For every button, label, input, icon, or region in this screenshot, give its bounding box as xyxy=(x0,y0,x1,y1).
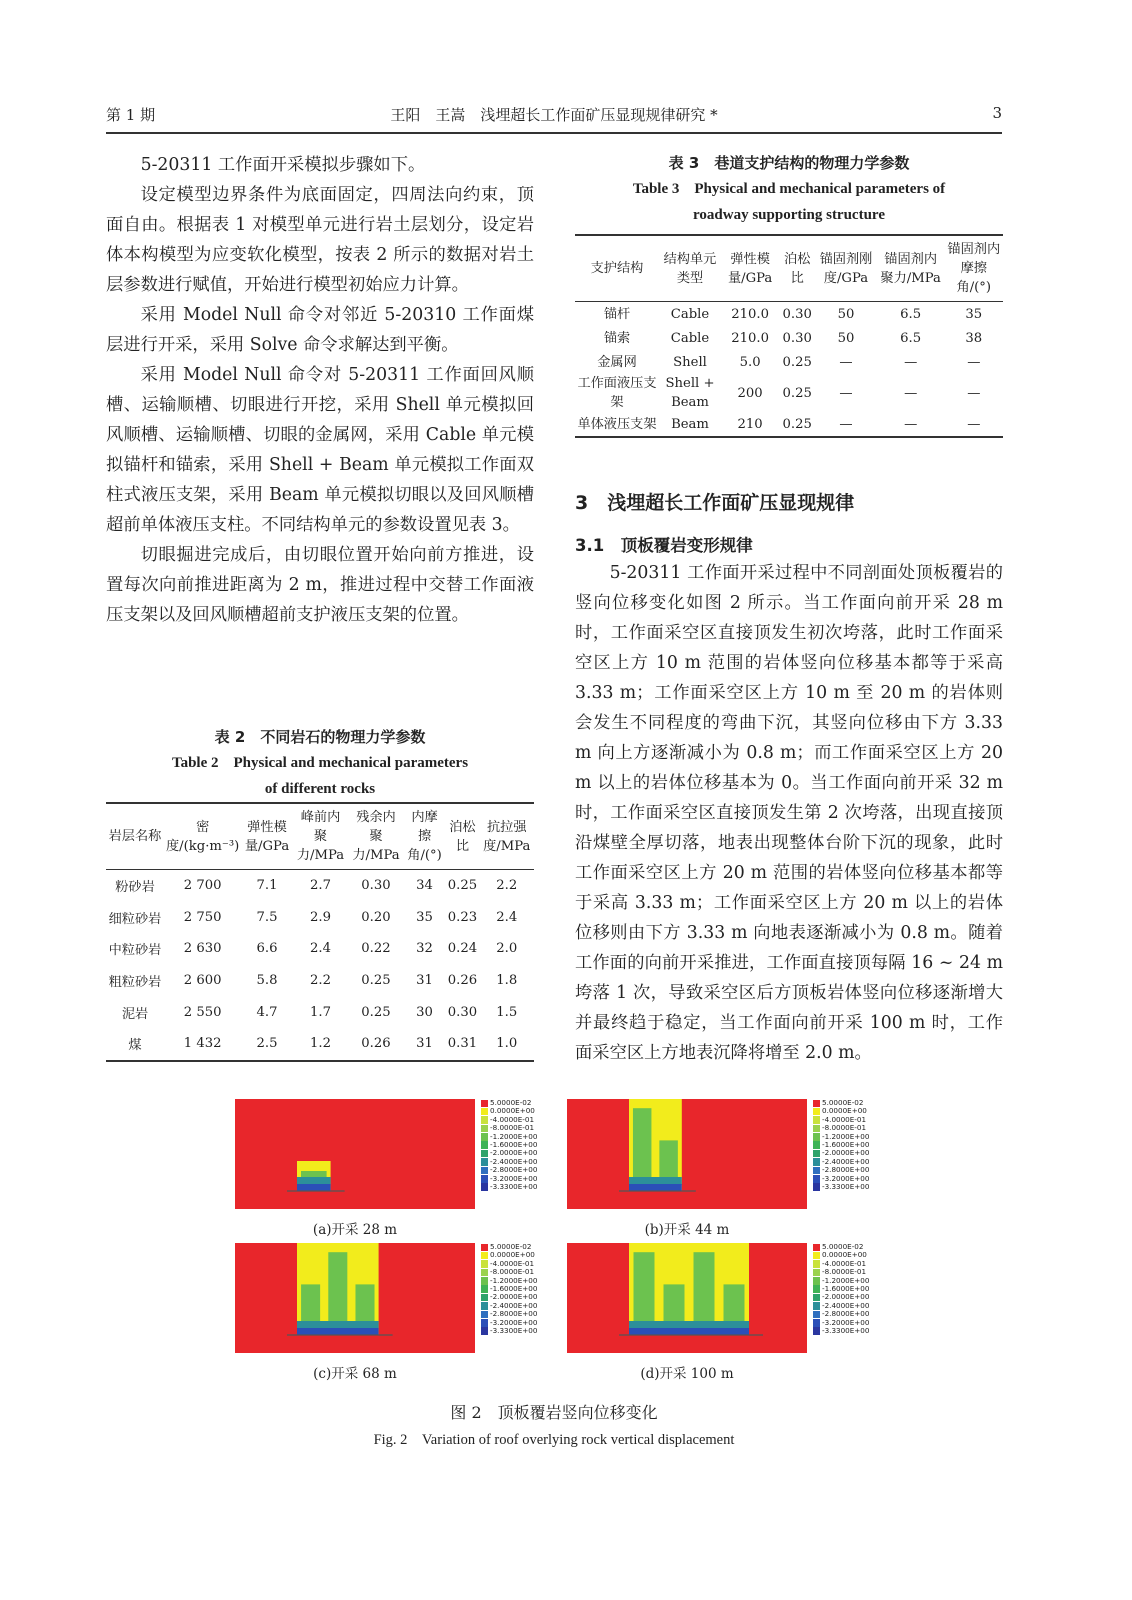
table-cell: — xyxy=(815,412,877,437)
table-cell: 210.0 xyxy=(731,330,769,346)
table-cell: — xyxy=(945,412,1003,437)
legend-value: -3.3300E+00 xyxy=(490,1181,538,1191)
table-header-cell: 密度/(kg·m⁻³) xyxy=(164,803,241,870)
table-cell: 0.30 xyxy=(782,306,812,322)
table-cell: 1.2 xyxy=(293,1028,348,1061)
legend-value: -4.0000E-01 xyxy=(822,1114,867,1124)
left-column-text xyxy=(106,150,534,630)
table-cell: 0.30 xyxy=(361,878,391,894)
table-cell: 32 xyxy=(416,941,433,957)
legend-value: -2.4000E+00 xyxy=(490,1300,538,1310)
legend-swatch xyxy=(813,1141,820,1149)
table-cell: — xyxy=(877,412,945,437)
table-cell: 2.2 xyxy=(496,878,518,894)
table-row xyxy=(575,374,1003,412)
table-row xyxy=(106,933,534,965)
legend-value: -8.0000E-01 xyxy=(490,1123,535,1133)
table-cell: 2.9 xyxy=(310,909,331,925)
legend-value: -2.0000E+00 xyxy=(822,1148,870,1158)
legend-value: -1.6000E+00 xyxy=(822,1139,870,1149)
color-legend xyxy=(813,1099,875,1209)
paragraph: 采用 Model Null 命令对邻近 5-20310 工作面煤层进行开采，采用 Solve 命令求解达到平衡。 xyxy=(106,305,534,355)
table-cell: 34 xyxy=(416,878,433,894)
legend-swatch xyxy=(813,1150,820,1158)
table-3 xyxy=(575,150,1003,438)
contour-plot xyxy=(567,1099,807,1209)
legend-value: 0.0000E+00 xyxy=(822,1250,867,1260)
legend-value: -8.0000E-01 xyxy=(822,1123,867,1133)
legend-swatch xyxy=(481,1141,488,1149)
legend-value: -4.0000E-01 xyxy=(490,1114,535,1124)
color-legend xyxy=(481,1099,543,1209)
table-cell: 5.8 xyxy=(256,973,278,989)
legend-value: -2.0000E+00 xyxy=(490,1292,538,1302)
table-cell: 6.5 xyxy=(900,330,922,346)
legend-value: -1.2000E+00 xyxy=(490,1131,538,1141)
table-cell: Beam xyxy=(659,412,721,437)
table-cell: 粉砂岩 xyxy=(115,880,155,896)
legend-value: -2.8000E+00 xyxy=(490,1309,538,1319)
table-3-caption: 表 3 巷道支护结构的物理力学参数 Table 3 Physical and mechanical parameters of roadway supporting structure xyxy=(632,154,946,223)
table-cell: 30 xyxy=(416,1004,433,1020)
table-cell: 0.26 xyxy=(447,973,478,989)
legend-swatch xyxy=(813,1167,820,1175)
header-rule xyxy=(106,132,1002,134)
subsection-title: 3.1 顶板覆岩变形规律 xyxy=(575,536,753,555)
table-cell: 2 700 xyxy=(183,878,222,894)
table-cell: 50 xyxy=(837,330,855,346)
table-row xyxy=(575,302,1003,327)
color-legend xyxy=(813,1243,875,1353)
table-cell: 单体液压支架 xyxy=(575,412,659,437)
legend-value: -1.2000E+00 xyxy=(822,1131,870,1141)
table-cell: 31 xyxy=(404,1028,446,1061)
table-cell: 2.2 xyxy=(310,973,331,989)
table-cell: 2 550 xyxy=(183,1004,222,1020)
legend-value: -3.3300E+00 xyxy=(822,1181,870,1191)
paragraph: 切眼掘进完成后，由切眼位置开始向前方推进，设置每次向前推进距离为 2 m，推进过程中交替工作面液压支架以及回风顺槽超前支护液压支架的位置。 xyxy=(106,545,534,625)
legend-value: -2.4000E+00 xyxy=(822,1300,870,1310)
table-row xyxy=(106,996,534,1028)
table-cell: 0.30 xyxy=(782,330,812,346)
table-cell: — xyxy=(904,385,918,401)
table-cell: 0.25 xyxy=(782,385,812,401)
legend-swatch xyxy=(813,1244,820,1252)
table-cell: 210 xyxy=(721,412,779,437)
table-cell: 35 xyxy=(965,306,983,322)
legend-value: -3.2000E+00 xyxy=(822,1173,870,1183)
table-cell: 1 432 xyxy=(164,1028,241,1061)
table-cell: 0.25 xyxy=(779,412,815,437)
table-2 xyxy=(106,724,534,1062)
legend-value: -4.0000E-01 xyxy=(822,1258,867,1268)
legend-value: -2.8000E+00 xyxy=(822,1309,870,1319)
table-cell: 2.4 xyxy=(496,909,518,925)
table-cell: 35 xyxy=(416,909,433,925)
table-cell: Shell xyxy=(673,354,707,370)
table-row xyxy=(575,350,1003,374)
table-cell: 0.22 xyxy=(361,941,391,957)
table-cell: 2.5 xyxy=(241,1028,292,1061)
legend-swatch xyxy=(481,1319,488,1327)
contour-plot xyxy=(235,1099,475,1209)
table-cell: 煤 xyxy=(106,1028,164,1061)
legend-swatch xyxy=(481,1294,488,1302)
legend-swatch xyxy=(481,1125,488,1133)
table-header-cell: 结构单元类型 xyxy=(659,235,721,302)
legend-swatch xyxy=(481,1133,488,1141)
table-cell: — xyxy=(839,385,853,401)
table-cell: 2.7 xyxy=(310,878,331,894)
table-3-grid xyxy=(575,234,1003,438)
section-title: 3 浅埋超长工作面矿压显现规律 xyxy=(575,492,855,514)
table-cell: 2 630 xyxy=(183,941,222,957)
contour-panel xyxy=(235,1099,475,1209)
legend-swatch xyxy=(481,1327,488,1335)
legend-swatch xyxy=(813,1327,820,1335)
table-cell: 7.5 xyxy=(256,909,278,925)
table-header-cell: 锚固剂内摩擦角/(°) xyxy=(945,235,1003,302)
legend-value: -4.0000E-01 xyxy=(490,1258,535,1268)
legend-swatch xyxy=(813,1175,820,1183)
legend-swatch xyxy=(813,1100,820,1108)
table-cell: 2.0 xyxy=(496,941,518,957)
table-row xyxy=(575,412,1003,437)
legend-swatch xyxy=(813,1277,820,1285)
legend-swatch xyxy=(813,1133,820,1141)
legend-swatch xyxy=(481,1302,488,1310)
table-cell: 工作面液压支架 xyxy=(577,376,657,410)
legend-swatch xyxy=(813,1311,820,1319)
panel-caption: (b)开采 44 m xyxy=(644,1222,730,1238)
legend-swatch xyxy=(813,1269,820,1277)
table-cell: 0.24 xyxy=(447,941,478,957)
table-row xyxy=(106,870,534,902)
table-cell: 50 xyxy=(837,306,855,322)
table-cell: 210.0 xyxy=(731,306,769,322)
table-cell: — xyxy=(904,354,918,370)
table-header-cell: 弹性模量/GPa xyxy=(241,803,292,870)
legend-value: -3.2000E+00 xyxy=(490,1173,538,1183)
legend-swatch xyxy=(481,1277,488,1285)
table-cell: — xyxy=(967,385,981,401)
table-cell: 1.8 xyxy=(496,973,518,989)
legend-value: -8.0000E-01 xyxy=(822,1267,867,1277)
table-cell: 6.6 xyxy=(256,941,278,957)
paragraph: 5-20311 工作面开采过程中不同剖面处顶板覆岩的竖向位移变化如图 2 所示。当工作面向前开采 28 m 时，工作面采空区直接顶发生初次垮落，此时工作面采空区上方 10 m 范围的岩体竖向位移基本都等于采高 3.33 m；工作面采空区上方 10 m 至 20 m 的岩体则会发生不同程度的弯曲下沉，其竖向位移由下方 3.33 m 向上方逐渐减小为 0.8 m；而工作面采空区上方 20 m 以上的岩体位移基本为 0。当工作面向前开采 32 m 时，工作面采空区直接顶发生第 2 次垮落，出现直接顶沿煤壁全厚切落，地表出现整体台阶下沉的现象，此时工作面采空区上方 20 m 范围的岩体竖向位移基本都等于采高 3.33 m；工作面采空区上方 20 m 以上的岩体位移则由下方 3.33 m 向地表逐渐减小为 0.8 m。随着工作面的向前开采推进，工作面直接顶每隔 16 ~ 24 m 垮落 1 次，导致采空区后方顶板岩体竖向位移逐渐增大并最终趋于稳定，当工作面向前开采 100 m 时，工作面采空区上方地表沉降将增至 2.0 m。 xyxy=(575,563,1003,1063)
table-cell: 0.30 xyxy=(447,1004,478,1020)
legend-value: -1.6000E+00 xyxy=(822,1283,870,1293)
legend-value: 5.0000E-02 xyxy=(822,1098,864,1107)
legend-swatch xyxy=(481,1100,488,1108)
table-cell: 细粒砂岩 xyxy=(108,911,162,927)
table-cell: 泥岩 xyxy=(121,1006,149,1022)
legend-swatch xyxy=(813,1260,820,1268)
table-cell: — xyxy=(839,354,853,370)
table-cell: 中粒砂岩 xyxy=(108,943,162,959)
legend-entry xyxy=(813,1327,875,1335)
legend-value: -3.2000E+00 xyxy=(490,1317,538,1327)
legend-value: -1.6000E+00 xyxy=(490,1283,538,1293)
table-cell: — xyxy=(967,354,981,370)
legend-entry xyxy=(813,1183,875,1191)
legend-swatch xyxy=(813,1252,820,1260)
legend-swatch xyxy=(481,1167,488,1175)
table-cell: 锚杆 xyxy=(603,306,631,322)
legend-value: -1.6000E+00 xyxy=(490,1139,538,1149)
table-cell: 2.4 xyxy=(310,941,331,957)
legend-value: -8.0000E-01 xyxy=(490,1267,535,1277)
paragraph: 设定模型边界条件为底面固定，四周法向约束，顶面自由。根据表 1 对模型单元进行岩土层划分，设定岩体本构模型为应变软化模型，按表 2 所示的数据对岩土层参数进行赋值，开始进行模型初始应力计算。 xyxy=(106,185,534,295)
table-header-cell: 泊松比 xyxy=(779,235,815,302)
table-cell: Cable xyxy=(670,306,710,322)
legend-entry xyxy=(481,1327,543,1335)
contour-panel xyxy=(567,1099,807,1209)
table-header-cell: 泊松比 xyxy=(445,803,479,870)
contour-panel xyxy=(567,1243,807,1353)
table-cell: 200 xyxy=(737,385,763,401)
table-cell: 4.7 xyxy=(256,1004,278,1020)
legend-swatch xyxy=(481,1116,488,1124)
table-cell: 0.25 xyxy=(782,354,812,370)
legend-value: -2.8000E+00 xyxy=(490,1165,538,1175)
legend-value: 0.0000E+00 xyxy=(490,1106,535,1116)
legend-swatch xyxy=(481,1252,488,1260)
color-legend xyxy=(481,1243,543,1353)
issue-label: 第 1 期 xyxy=(106,106,156,124)
legend-value: -2.4000E+00 xyxy=(822,1156,870,1166)
table-cell: 38 xyxy=(965,330,983,346)
legend-swatch xyxy=(481,1158,488,1166)
legend-value: -1.2000E+00 xyxy=(822,1275,870,1285)
legend-swatch xyxy=(481,1285,488,1293)
panel-caption: (c)开采 68 m xyxy=(313,1366,397,1382)
contour-panel xyxy=(235,1243,475,1353)
legend-swatch xyxy=(813,1116,820,1124)
page-header xyxy=(106,104,1002,128)
table-cell: 1.5 xyxy=(496,1004,518,1020)
table-cell: 1.0 xyxy=(480,1028,534,1061)
legend-value: -3.2000E+00 xyxy=(822,1317,870,1327)
legend-value: 5.0000E-02 xyxy=(490,1242,532,1251)
legend-swatch xyxy=(481,1150,488,1158)
legend-value: 0.0000E+00 xyxy=(490,1250,535,1260)
table-cell: 粗粒砂岩 xyxy=(108,975,162,991)
legend-swatch xyxy=(813,1125,820,1133)
table-header-cell: 抗拉强度/MPa xyxy=(480,803,534,870)
legend-value: -2.0000E+00 xyxy=(822,1292,870,1302)
legend-entry xyxy=(481,1183,543,1191)
legend-swatch xyxy=(813,1294,820,1302)
legend-swatch xyxy=(481,1108,488,1116)
table-header-cell: 支护结构 xyxy=(575,235,659,302)
table-header-cell: 峰前内聚力/MPa xyxy=(293,803,348,870)
legend-value: 5.0000E-02 xyxy=(822,1242,864,1251)
table-row xyxy=(106,965,534,997)
contour-plot xyxy=(567,1243,807,1353)
legend-swatch xyxy=(813,1108,820,1116)
table-cell: 金属网 xyxy=(597,354,637,370)
legend-swatch xyxy=(481,1183,488,1191)
table-cell: 0.31 xyxy=(445,1028,479,1061)
table-header-cell: 弹性模量/GPa xyxy=(721,235,779,302)
table-cell: 0.23 xyxy=(447,909,478,925)
legend-swatch xyxy=(813,1158,820,1166)
legend-swatch xyxy=(813,1285,820,1293)
legend-swatch xyxy=(481,1175,488,1183)
table-row xyxy=(575,326,1003,350)
table-header-cell: 内摩擦角/(°) xyxy=(404,803,446,870)
table-row xyxy=(106,902,534,934)
legend-value: -2.0000E+00 xyxy=(490,1148,538,1158)
table-cell: 0.25 xyxy=(361,973,391,989)
table-header-cell: 岩层名称 xyxy=(106,803,164,870)
table-cell: 0.26 xyxy=(348,1028,403,1061)
table-row xyxy=(106,1028,534,1061)
table-cell: 锚索 xyxy=(603,330,631,346)
contour-plot xyxy=(235,1243,475,1353)
table-cell: 6.5 xyxy=(900,306,922,322)
table-cell: 5.0 xyxy=(739,354,761,370)
legend-swatch xyxy=(813,1319,820,1327)
table-cell: 0.25 xyxy=(447,878,478,894)
legend-swatch xyxy=(481,1269,488,1277)
figure-caption-en: Fig. 2 Variation of roof overlying rock vertical displacement xyxy=(373,1432,735,1448)
legend-value: 0.0000E+00 xyxy=(822,1106,867,1116)
table-header-cell: 锚固剂内聚力/MPa xyxy=(877,235,945,302)
table-2-caption: 表 2 不同岩石的物理力学参数 Table 2 Physical and mechanical parameters of different rocks xyxy=(171,728,469,797)
table-2-grid xyxy=(106,802,534,1062)
right-column-text xyxy=(575,558,1003,1068)
legend-value: -2.4000E+00 xyxy=(490,1156,538,1166)
legend-value: 5.0000E-02 xyxy=(490,1098,532,1107)
table-cell: 1.7 xyxy=(310,1004,331,1020)
panel-caption: (d)开采 100 m xyxy=(640,1366,734,1382)
table-header-cell: 残余内聚力/MPa xyxy=(348,803,403,870)
table-cell: 2 600 xyxy=(183,973,222,989)
legend-value: -3.3300E+00 xyxy=(822,1325,870,1335)
paragraph: 采用 Model Null 命令对 5-20311 工作面回风顺槽、运输顺槽、切眼进行开挖，采用 Shell 单元模拟回风顺槽、运输顺槽、切眼的金属网，采用 Cable 单元模拟锚杆和锚索，采用 Shell + Beam 单元模拟工作面双柱式液压支架，采用 Beam 单元模拟切眼以及回风顺槽超前单体液压支柱。不同结构单元的参数设置见表 3。 xyxy=(106,365,534,535)
legend-value: -3.3300E+00 xyxy=(490,1325,538,1335)
running-title: 王阳 王嵩 浅埋超长工作面矿压显现规律研究 * xyxy=(390,106,718,124)
paragraph: 5-20311 工作面开采模拟步骤如下。 xyxy=(140,155,426,175)
table-cell: 0.20 xyxy=(361,909,391,925)
table-cell: Shell + Beam xyxy=(665,376,715,410)
table-cell: Cable xyxy=(670,330,710,346)
legend-value: -1.2000E+00 xyxy=(490,1275,538,1285)
panel-caption: (a)开采 28 m xyxy=(312,1222,398,1238)
legend-swatch xyxy=(813,1302,820,1310)
legend-value: -2.8000E+00 xyxy=(822,1165,870,1175)
table-cell: 7.1 xyxy=(256,878,278,894)
table-cell: 0.25 xyxy=(361,1004,391,1020)
legend-swatch xyxy=(481,1311,488,1319)
table-cell: 31 xyxy=(416,973,433,989)
table-cell: 2 750 xyxy=(183,909,222,925)
legend-swatch xyxy=(481,1244,488,1252)
page-number: 3 xyxy=(992,104,1002,122)
figure-caption-cn: 图 2 顶板覆岩竖向位移变化 xyxy=(450,1403,658,1422)
legend-swatch xyxy=(481,1260,488,1268)
legend-swatch xyxy=(813,1183,820,1191)
table-header-cell: 锚固剂刚度/GPa xyxy=(815,235,877,302)
